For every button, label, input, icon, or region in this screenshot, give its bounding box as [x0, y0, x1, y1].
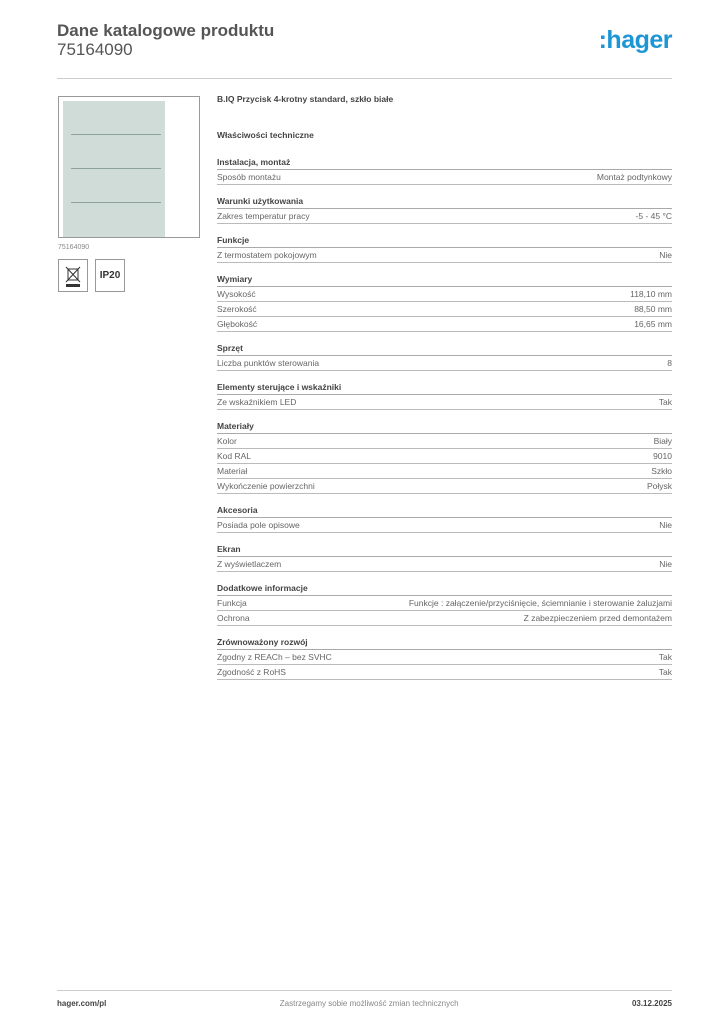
- spec-row: [217, 665, 672, 680]
- spec-label: Sposób montażu: [217, 172, 281, 182]
- spec-row: [217, 356, 672, 371]
- section-title: Zrównoważony rozwój: [217, 635, 672, 650]
- spec-value: Z zabezpieczeniem przed demontażem: [523, 613, 672, 623]
- spec-section: [217, 155, 672, 185]
- footer-date: 03.12.2025: [631, 999, 672, 1008]
- spec-row: [217, 518, 672, 533]
- spec-label: Materiał: [217, 466, 248, 476]
- spec-row: [217, 650, 672, 665]
- spec-label: Kod RAL: [217, 451, 252, 461]
- spec-row: [217, 170, 672, 185]
- spec-label: Z wyświetlaczem: [217, 559, 282, 569]
- spec-row: [217, 248, 672, 263]
- spec-label: Zgodny z REACh – bez SVHC: [217, 652, 332, 662]
- section-title: Dodatkowe informacje: [217, 581, 672, 596]
- spec-section: [217, 341, 672, 371]
- spec-value: Nie: [659, 559, 672, 569]
- spec-label: Ochrona: [217, 613, 250, 623]
- spec-label: Wysokość: [217, 289, 256, 299]
- spec-row: [217, 287, 672, 302]
- spec-row: [217, 209, 672, 224]
- weee-bin-icon: [58, 259, 88, 292]
- section-title: Sprzęt: [217, 341, 672, 356]
- spec-value: Biały: [653, 436, 672, 446]
- spec-value: Tak: [658, 652, 672, 662]
- spec-value: 88,50 mm: [634, 304, 672, 314]
- spec-value: Tak: [658, 667, 672, 677]
- spec-row: [217, 302, 672, 317]
- spec-content: [217, 94, 672, 680]
- product-name: B.IQ Przycisk 4-krotny standard, szkło białe: [217, 94, 394, 104]
- spec-section: [217, 503, 672, 533]
- spec-label: Posiada pole opisowe: [217, 520, 300, 530]
- footer: [57, 990, 672, 1008]
- spec-label: Funkcja: [217, 598, 247, 608]
- product-code: 75164090: [57, 40, 133, 59]
- spec-section: [217, 233, 672, 263]
- properties-title: Właściwości techniczne: [217, 130, 314, 140]
- page-title: Dane katalogowe produktu: [57, 21, 275, 40]
- spec-row: [217, 557, 672, 572]
- image-code: 75164090: [58, 244, 90, 251]
- spec-row: [217, 479, 672, 494]
- section-title: Akcesoria: [217, 503, 672, 518]
- spec-value: Nie: [659, 520, 672, 530]
- spec-section: [217, 542, 672, 572]
- spec-value: Szkło: [651, 466, 672, 476]
- spec-row: [217, 611, 672, 626]
- spec-row: [217, 317, 672, 332]
- footer-site-link[interactable]: hager.com/pl: [57, 999, 107, 1008]
- ip20-badge: IP20: [95, 259, 125, 292]
- section-title: Wymiary: [217, 272, 672, 287]
- spec-section: [217, 272, 672, 332]
- section-title: Ekran: [217, 542, 672, 557]
- header-divider: [57, 78, 672, 79]
- spec-value: Montaż podtynkowy: [596, 172, 672, 182]
- hager-logo: :hager: [598, 26, 672, 54]
- spec-section: [217, 380, 672, 410]
- spec-value: -5 - 45 °C: [635, 211, 672, 221]
- spec-value: 118,10 mm: [630, 289, 672, 299]
- spec-row: [217, 434, 672, 449]
- spec-section: [217, 635, 672, 680]
- spec-value: Funkcje : załączenie/przyciśnięcie, ściemnianie i sterowanie żaluzjami: [408, 598, 672, 608]
- spec-label: Głębokość: [217, 319, 258, 329]
- spec-value: Nie: [659, 250, 672, 260]
- spec-section: [217, 581, 672, 626]
- spec-row: [217, 449, 672, 464]
- spec-label: Liczba punktów sterowania: [217, 358, 320, 368]
- spec-label: Ze wskaźnikiem LED: [217, 397, 297, 407]
- section-title: Instalacja, montaż: [217, 155, 672, 170]
- section-title: Funkcje: [217, 233, 672, 248]
- section-title: Warunki użytkowania: [217, 194, 672, 209]
- spec-value: Tak: [658, 397, 672, 407]
- spec-value: 9010: [653, 451, 672, 461]
- spec-label: Zgodność z RoHS: [217, 667, 286, 677]
- spec-label: Kolor: [217, 436, 237, 446]
- switch-plate: [63, 101, 165, 237]
- product-image: [58, 96, 200, 238]
- spec-label: Wykończenie powierzchni: [217, 481, 315, 491]
- spec-row: [217, 596, 672, 611]
- spec-label: Szerokość: [217, 304, 257, 314]
- footer-notice: Zastrzegamy sobie możliwość zmian technicznych: [279, 999, 459, 1008]
- spec-section: [217, 194, 672, 224]
- spec-value: Połysk: [646, 481, 672, 491]
- section-title: Materiały: [217, 419, 672, 434]
- spec-label: Zakres temperatur pracy: [217, 211, 310, 221]
- spec-section: [217, 419, 672, 494]
- spec-row: [217, 395, 672, 410]
- section-title: Elementy sterujące i wskaźniki: [217, 380, 672, 395]
- spec-value: 16,65 mm: [634, 319, 672, 329]
- spec-row: [217, 464, 672, 479]
- spec-value: 8: [667, 358, 672, 368]
- spec-label: Z termostatem pokojowym: [217, 250, 317, 260]
